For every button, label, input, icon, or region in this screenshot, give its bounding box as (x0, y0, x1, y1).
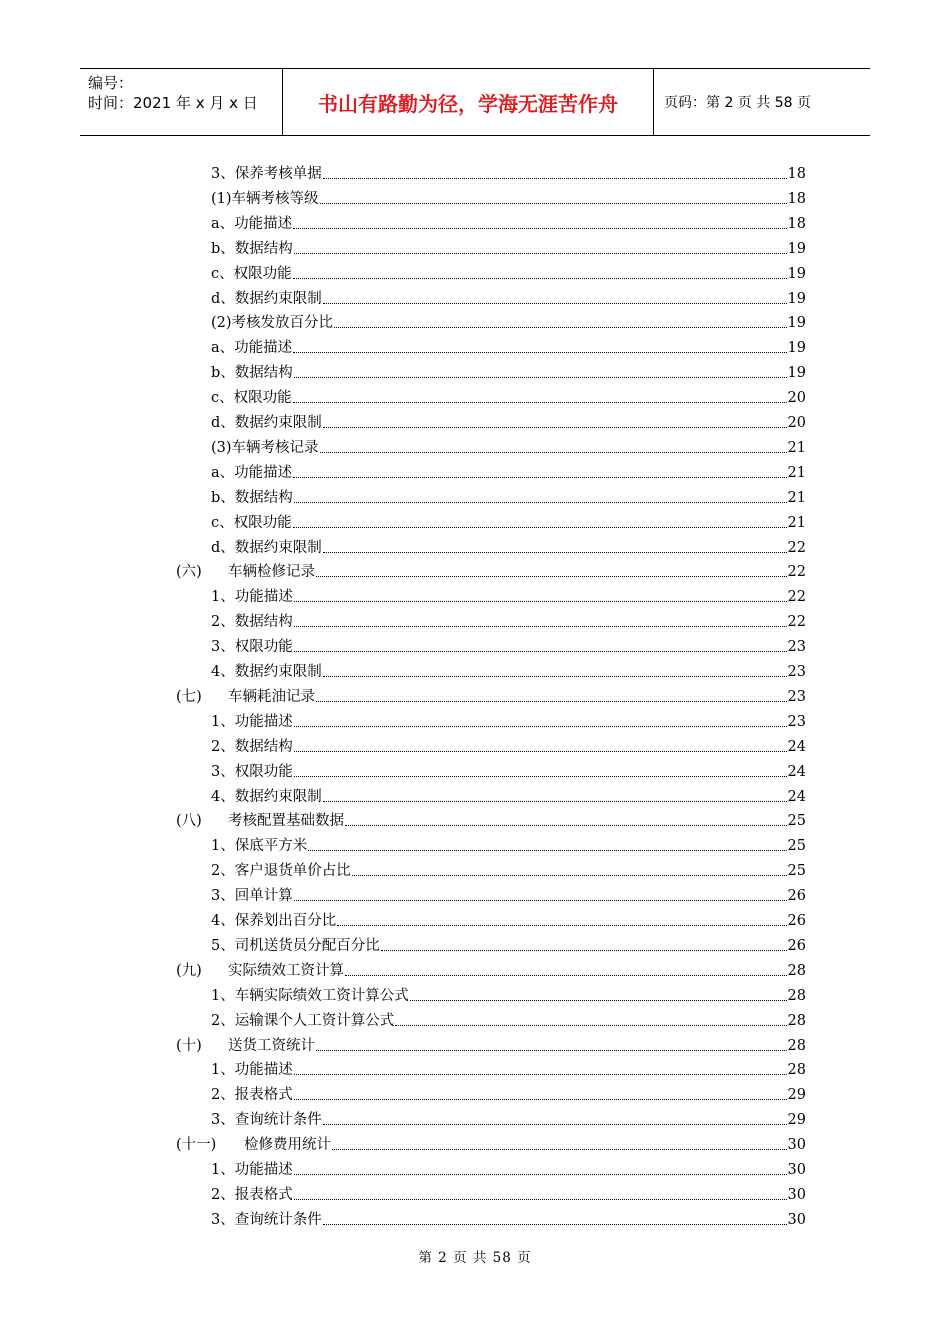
toc-dot-leader (294, 737, 787, 752)
toc-dot-leader (323, 787, 787, 802)
toc-entry-page: 22 (787, 589, 806, 606)
toc-entry[interactable] (211, 583, 806, 607)
toc-entry[interactable] (211, 1007, 806, 1031)
toc-entry-title: 考核配置基础数据 (228, 813, 344, 830)
toc-entry[interactable] (211, 434, 806, 458)
toc-entry-title: 功能描述 (234, 1062, 293, 1079)
toc-entry-title: 车辆考核等级 (231, 190, 319, 207)
toc-entry-number: b、 (211, 365, 235, 382)
toc-entry[interactable] (211, 907, 806, 931)
toc-entry-title: 数据结构 (234, 240, 293, 257)
toc-entry-title: 客户退货单价占比 (234, 863, 351, 880)
toc-entry[interactable] (211, 1156, 806, 1180)
toc-entry-number: (六) (176, 564, 202, 581)
toc-entry[interactable] (211, 832, 806, 856)
toc-entry-page: 22 (787, 539, 806, 556)
toc-entry-page: 21 (787, 464, 806, 481)
toc-entry[interactable] (211, 334, 806, 358)
toc-entry-number: 1、 (211, 1062, 235, 1079)
toc-entry-title: 功能描述 (234, 1162, 293, 1178)
toc-entry-title: 车辆检修记录 (228, 564, 315, 581)
toc-entry-number: 1、 (211, 589, 235, 606)
toc-entry-number: c、 (211, 514, 234, 531)
toc-entry-title: 数据结构 (234, 365, 293, 382)
toc-entry[interactable] (211, 608, 806, 632)
toc-entry-page: 29 (787, 1087, 806, 1104)
toc-entry-page: 19 (787, 290, 806, 307)
toc-dot-leader (294, 637, 787, 652)
toc-dot-leader (323, 164, 787, 179)
toc-entry-page: 22 (787, 614, 806, 631)
toc-dot-leader (294, 612, 787, 627)
toc-entry-number: 4、 (211, 788, 235, 805)
toc-dot-leader (332, 1135, 787, 1150)
toc-dot-leader (294, 1185, 787, 1200)
toc-entry[interactable] (176, 1131, 806, 1155)
toc-dot-leader (294, 587, 787, 602)
document-time-label: 时间：2021 年 x 月 x 日 (88, 94, 258, 112)
toc-entry-page: 19 (787, 265, 806, 282)
toc-entry-page: 26 (787, 888, 806, 905)
toc-entry-page: 25 (787, 838, 806, 855)
toc-entry[interactable] (211, 359, 806, 383)
toc-entry-page: 30 (787, 1137, 806, 1154)
toc-dot-leader (316, 687, 787, 702)
toc-dot-leader (294, 1085, 787, 1100)
toc-entry-title: 保底平方米 (234, 838, 308, 855)
toc-entry-title: 车辆实际绩效工资计算公式 (234, 987, 409, 1004)
toc-dot-leader (323, 289, 787, 304)
toc-dot-leader (337, 911, 786, 926)
toc-entry[interactable] (211, 882, 806, 906)
toc-entry-title: 权限功能 (234, 639, 293, 656)
toc-entry[interactable] (211, 783, 806, 807)
toc-entry-title: 功能描述 (234, 713, 293, 730)
toc-dot-leader (316, 562, 787, 577)
toc-entry-page: 19 (787, 315, 806, 332)
toc-entry-number: 3、 (211, 888, 235, 905)
toc-entry-title: 权限功能 (234, 763, 293, 780)
toc-dot-leader (334, 313, 787, 328)
toc-entry-page: 23 (787, 688, 806, 705)
toc-entry-title: 数据结构 (234, 614, 293, 631)
toc-entry-title: 司机送货员分配百分比 (234, 937, 380, 954)
toc-entry-number: a、 (211, 464, 235, 481)
toc-entry-page: 23 (787, 664, 806, 680)
toc-entry-title: 查询统计条件 (234, 1112, 322, 1129)
toc-entry-page: 19 (787, 340, 806, 357)
toc-dot-leader (352, 861, 787, 876)
toc-dot-leader (294, 886, 787, 901)
toc-entry-number: 2、 (211, 1012, 235, 1029)
toc-entry[interactable] (211, 658, 806, 682)
toc-entry-number: 3、 (211, 1112, 235, 1129)
toc-entry-page: 24 (787, 738, 806, 755)
toc-dot-leader (320, 438, 787, 453)
toc-dot-leader (323, 413, 787, 428)
toc-entry[interactable] (211, 409, 806, 433)
toc-entry[interactable] (211, 459, 806, 483)
toc-entry-title: 功能描述 (234, 340, 293, 357)
toc-entry[interactable] (211, 309, 806, 333)
toc-entry-number: d、 (211, 415, 235, 431)
toc-entry-title: 检修费用统计 (244, 1137, 331, 1154)
document-number-label: 编号： (88, 74, 134, 92)
toc-dot-leader (323, 1210, 787, 1225)
page-footer: 第 2 页 共 58 页 (418, 1250, 532, 1266)
toc-entry-number: 3、 (211, 763, 235, 780)
toc-entry-page: 21 (787, 489, 806, 506)
toc-entry-number: 5、 (211, 937, 235, 954)
toc-entry[interactable] (211, 857, 806, 881)
toc-entry[interactable] (211, 285, 806, 309)
toc-dot-leader (293, 388, 787, 403)
toc-entry-number: (八) (176, 813, 202, 830)
toc-entry-number: 1、 (211, 713, 235, 730)
toc-entry-page: 28 (787, 1037, 806, 1054)
toc-entry-title: 数据约束限制 (234, 290, 322, 307)
toc-entry-page: 25 (787, 863, 806, 880)
toc-entry-title: 数据约束限制 (234, 664, 322, 680)
toc-entry-title: 数据约束限制 (234, 415, 322, 431)
toc-entry-page: 19 (787, 365, 806, 382)
toc-entry-page: 18 (787, 166, 806, 182)
toc-entry[interactable] (211, 260, 806, 284)
toc-entry-number: 1、 (211, 987, 235, 1004)
toc-entry-number: d、 (211, 539, 235, 556)
toc-entry-page: 21 (787, 514, 806, 531)
toc-entry-page: 19 (787, 240, 806, 257)
toc-entry-title: 权限功能 (233, 514, 292, 531)
toc-entry-number: 2、 (211, 1087, 235, 1104)
toc-entry-title: 数据结构 (234, 738, 293, 755)
toc-entry[interactable] (211, 484, 806, 508)
toc-entry-page: 30 (787, 1186, 806, 1203)
toc-entry-page: 18 (787, 215, 806, 232)
toc-entry-page: 30 (787, 1211, 806, 1228)
toc-entry-page: 26 (787, 937, 806, 954)
toc-entry-page: 26 (787, 913, 806, 929)
toc-entry[interactable] (211, 708, 806, 732)
toc-dot-leader (323, 538, 787, 553)
toc-entry[interactable] (211, 1206, 806, 1230)
toc-entry-number: b、 (211, 489, 235, 506)
toc-entry-title: 权限功能 (233, 390, 292, 407)
toc-entry-number: c、 (211, 390, 234, 407)
toc-entry-number: 1、 (211, 1162, 235, 1178)
toc-dot-leader (294, 1160, 787, 1175)
toc-entry-number: c、 (211, 265, 234, 282)
toc-entry-title: 功能描述 (234, 589, 293, 606)
toc-entry[interactable] (211, 1181, 806, 1205)
toc-entry-number: 3、 (211, 1211, 235, 1228)
toc-entry[interactable] (211, 534, 806, 558)
toc-entry-number: 3、 (211, 166, 235, 182)
toc-entry[interactable] (211, 982, 806, 1006)
header-motto: 书山有路勤为径，学海无涯苦作舟 (282, 69, 654, 135)
toc-entry-page: 23 (787, 713, 806, 730)
toc-entry-title: 数据约束限制 (234, 539, 322, 556)
toc-entry-number: (2) (211, 315, 232, 332)
toc-dot-leader (294, 239, 787, 254)
toc-dot-leader (294, 488, 787, 503)
toc-entry-title: 数据结构 (234, 489, 293, 506)
toc-entry-page: 21 (787, 439, 806, 456)
toc-dot-leader (294, 712, 787, 727)
toc-dot-leader (294, 1060, 787, 1075)
toc-entry-number: d、 (211, 290, 235, 307)
toc-entry[interactable] (211, 160, 806, 184)
toc-entry-number: 3、 (211, 639, 235, 656)
toc-entry[interactable] (211, 210, 806, 234)
header-page-info: 页码：第 2 页 共 58 页 (664, 95, 811, 111)
toc-dot-leader (316, 1036, 787, 1051)
toc-entry-title: 功能描述 (234, 464, 293, 481)
toc-entry[interactable] (211, 932, 806, 956)
toc-entry-title: 车辆考核记录 (231, 439, 319, 456)
toc-entry-number: (1) (211, 190, 232, 207)
toc-entry-title: 权限功能 (233, 265, 292, 282)
toc-entry-title: 运输课个人工资计算公式 (234, 1012, 395, 1029)
toc-entry[interactable] (211, 1081, 806, 1105)
toc-entry-title: 送货工资统计 (228, 1037, 315, 1054)
toc-entry-number: a、 (211, 215, 235, 232)
toc-entry[interactable] (176, 558, 806, 582)
page-header (80, 68, 870, 136)
toc-entry[interactable] (211, 1106, 806, 1130)
toc-entry-number: 2、 (211, 738, 235, 755)
toc-entry-page: 18 (787, 190, 806, 207)
toc-entry-title: 功能描述 (234, 215, 293, 232)
toc-entry-title: 回单计算 (234, 888, 293, 905)
toc-entry-number: 4、 (211, 664, 235, 680)
toc-entry[interactable] (211, 633, 806, 657)
toc-entry-number: 4、 (211, 913, 235, 929)
toc-dot-leader (323, 662, 787, 677)
toc-entry-number: (九) (176, 962, 202, 979)
toc-entry[interactable] (176, 1032, 806, 1056)
header-left-cell (80, 69, 282, 135)
toc-entry[interactable] (176, 807, 806, 831)
toc-entry-title: 车辆耗油记录 (228, 688, 315, 705)
toc-entry-number: 2、 (211, 614, 235, 631)
toc-entry-title: 报表格式 (234, 1186, 293, 1203)
toc-dot-leader (323, 1110, 787, 1125)
toc-dot-leader (293, 513, 787, 528)
toc-entry-page: 28 (787, 962, 806, 979)
toc-dot-leader (293, 463, 786, 478)
toc-entry-title: 报表格式 (234, 1087, 293, 1104)
toc-entry-page: 28 (787, 1062, 806, 1079)
toc-entry[interactable] (176, 957, 806, 981)
toc-entry[interactable] (211, 185, 806, 209)
toc-entry-page: 22 (787, 564, 806, 581)
toc-entry-page: 24 (787, 763, 806, 780)
toc-entry-title: 保养考核单据 (234, 166, 322, 182)
toc-dot-leader (381, 936, 787, 951)
toc-entry-page: 23 (787, 639, 806, 656)
toc-entry-page: 28 (787, 1012, 806, 1029)
toc-dot-leader (293, 338, 786, 353)
toc-entry[interactable] (211, 758, 806, 782)
toc-entry[interactable] (211, 1056, 806, 1080)
toc-entry-page: 28 (787, 987, 806, 1004)
toc-entry-page: 25 (787, 813, 806, 830)
toc-dot-leader (320, 189, 787, 204)
toc-entry-number: a、 (211, 340, 235, 357)
toc-entry-number: (十一) (176, 1137, 217, 1154)
toc-entry-number: (七) (176, 688, 202, 705)
toc-entry-page: 30 (787, 1162, 806, 1178)
toc-dot-leader (395, 1011, 786, 1026)
toc-entry-number: b、 (211, 240, 235, 257)
toc-entry[interactable] (211, 509, 806, 533)
toc-entry-page: 20 (787, 415, 806, 431)
toc-entry-page: 24 (787, 788, 806, 805)
toc-entry[interactable] (211, 235, 806, 259)
toc-entry[interactable] (211, 733, 806, 757)
toc-dot-leader (345, 961, 787, 976)
toc-entry-title: 考核发放百分比 (231, 315, 334, 332)
toc-entry-number: (3) (211, 439, 232, 456)
toc-entry-page: 20 (787, 390, 806, 407)
toc-entry-number: 2、 (211, 863, 235, 880)
toc-dot-leader (345, 811, 787, 826)
toc-dot-leader (293, 264, 787, 279)
toc-dot-leader (308, 836, 786, 851)
toc-entry-number: (十) (176, 1037, 202, 1054)
toc-entry-title: 数据约束限制 (234, 788, 322, 805)
toc-entry-number: 2、 (211, 1186, 235, 1203)
toc-dot-leader (294, 363, 787, 378)
toc-dot-leader (293, 214, 786, 229)
toc-dot-leader (294, 762, 787, 777)
toc-entry-title: 保养划出百分比 (234, 913, 337, 929)
toc-dot-leader (410, 986, 787, 1001)
toc-entry-number: 1、 (211, 838, 235, 855)
toc-entry[interactable] (176, 683, 806, 707)
toc-entry-page: 29 (787, 1112, 806, 1129)
toc-entry-title: 查询统计条件 (234, 1211, 322, 1228)
toc-entry-title: 实际绩效工资计算 (228, 962, 344, 979)
toc-entry[interactable] (211, 384, 806, 408)
